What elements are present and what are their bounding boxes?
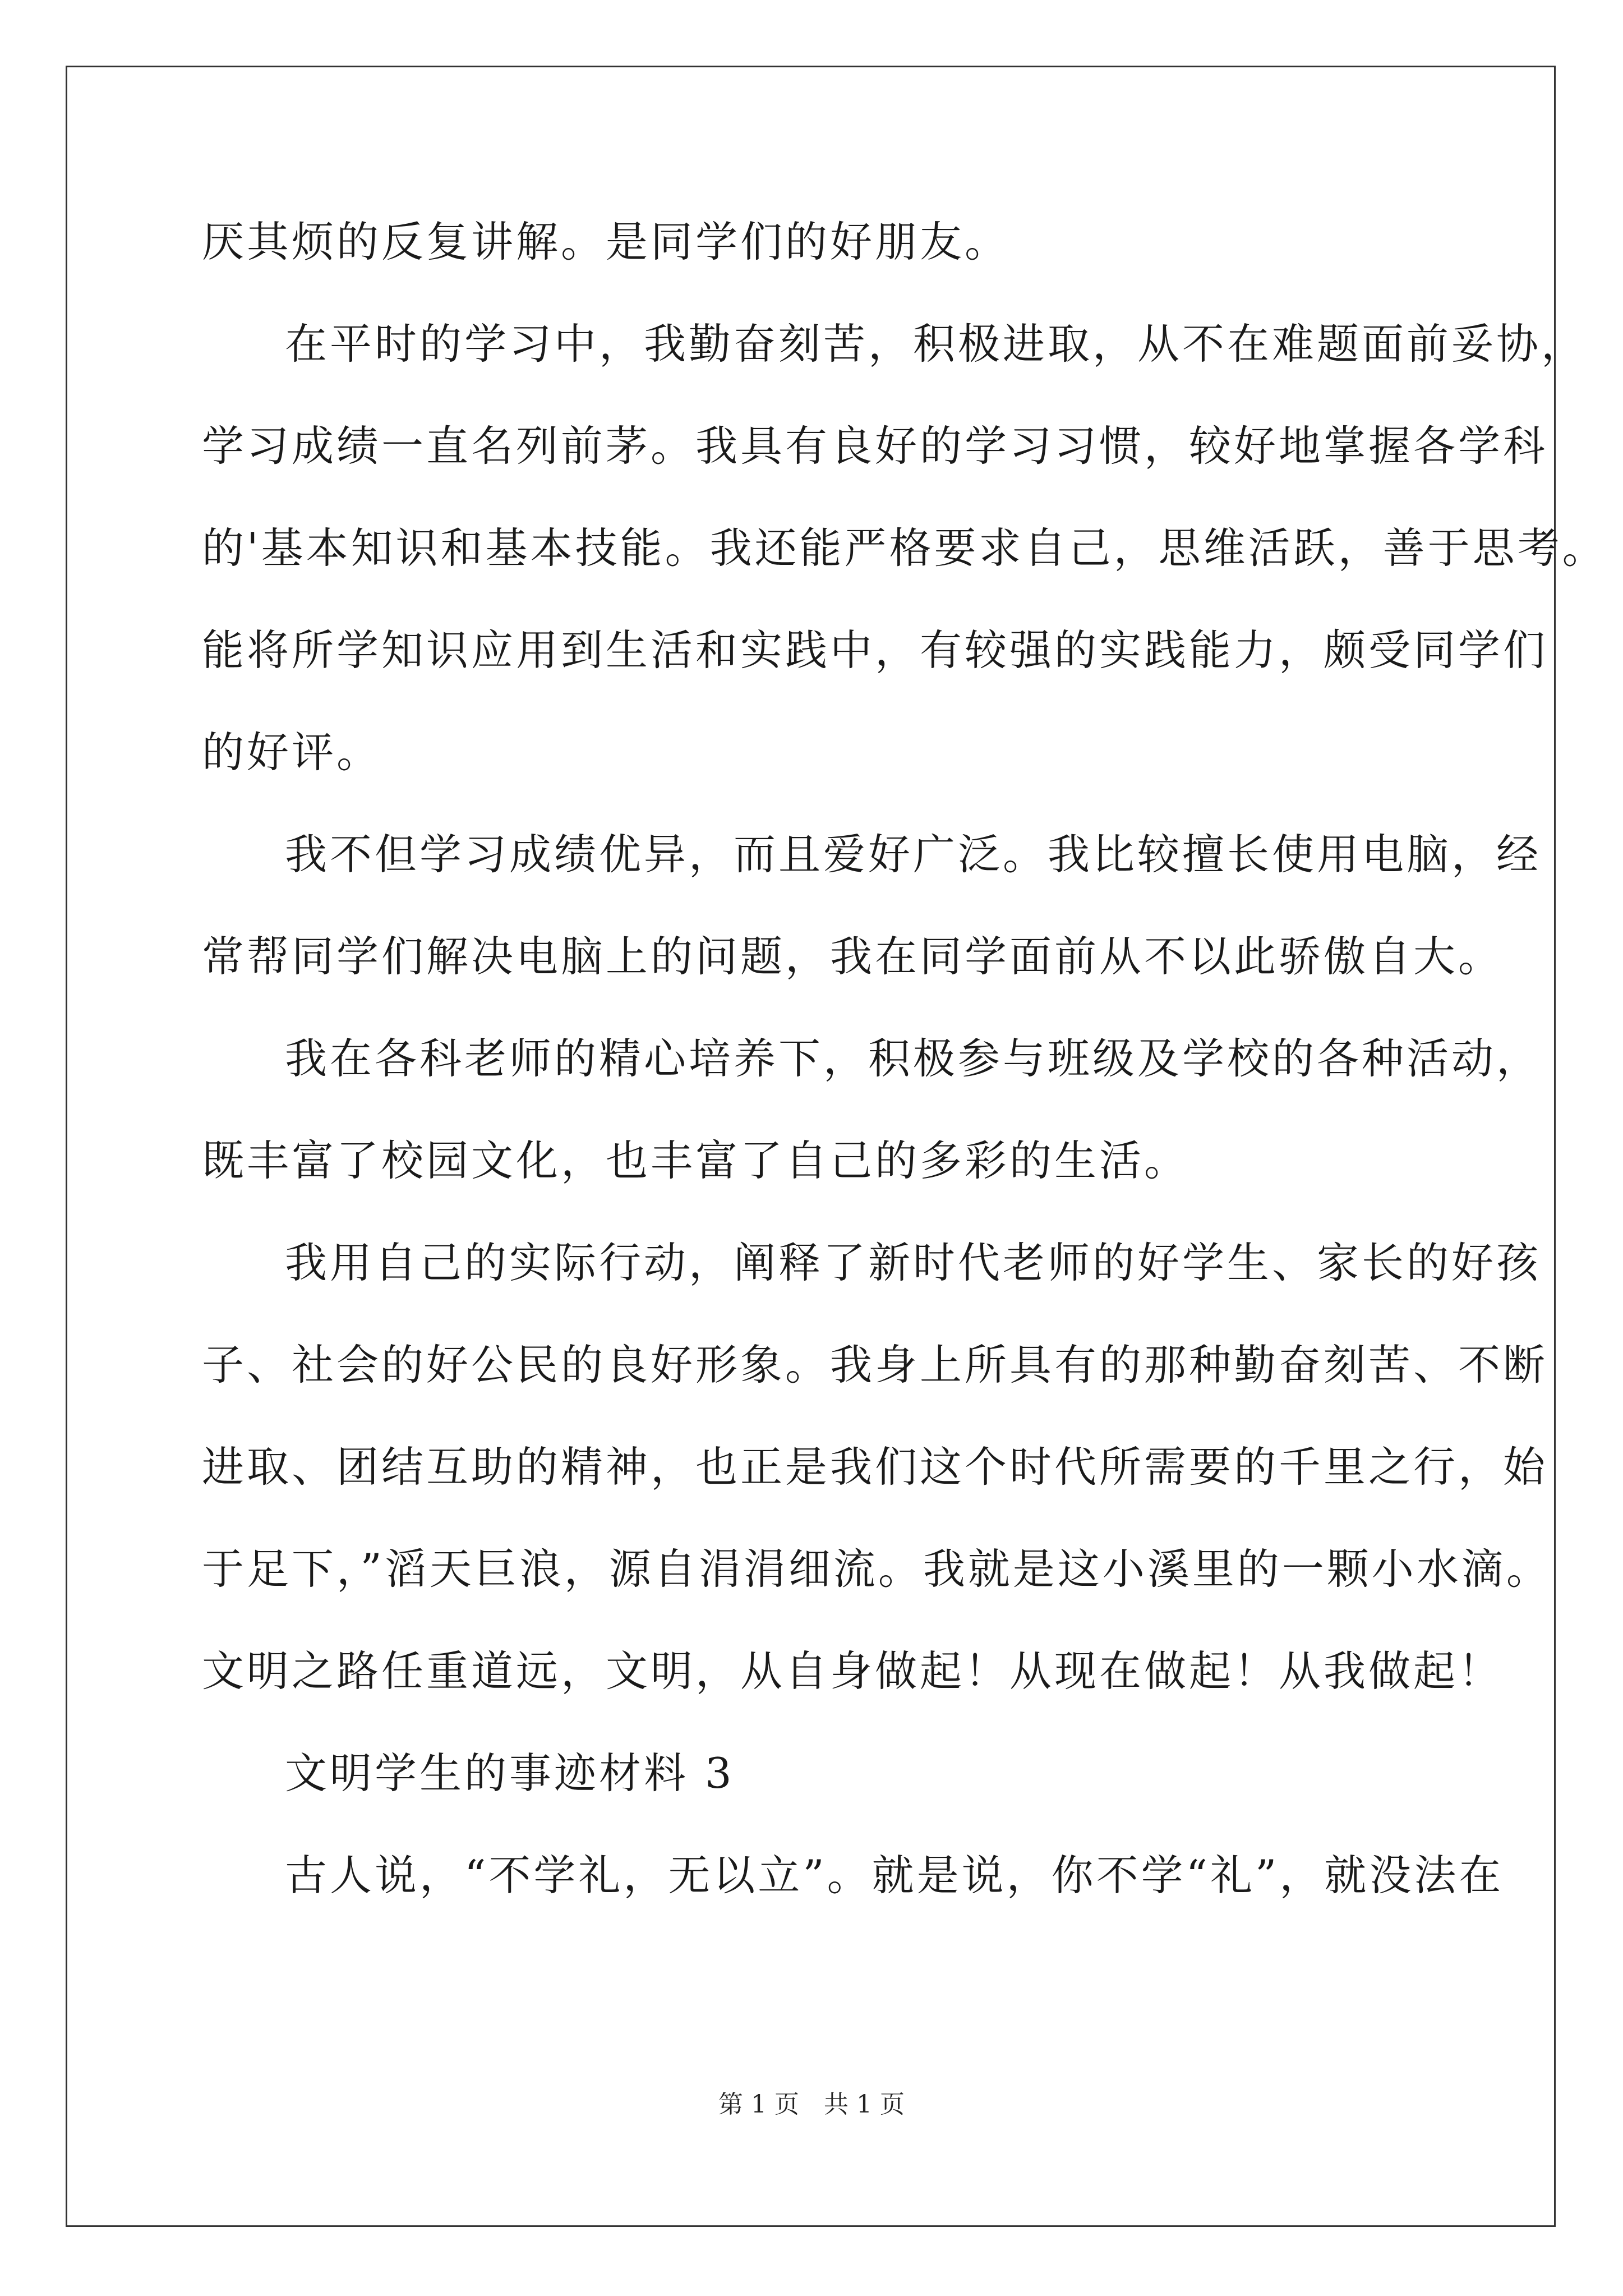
section-heading: 文明学生的事迹材料 3: [285, 1749, 735, 1798]
text-line: 常帮同学们解决电脑上的问题，我在同学面前从不以此骄傲自大。: [202, 932, 1504, 981]
text-line: 能将所学知识应用到生活和实践中，有较强的实践能力，颇受同学们: [202, 625, 1548, 675]
text-line: 既丰富了校园文化，也丰富了自己的多彩的生活。: [202, 1136, 1189, 1185]
text-line: 在平时的学习中，我勤奋刻苦，积极进取，从不在难题面前妥协，: [285, 319, 1587, 369]
text-line: 我用自己的实际行动，阐释了新时代老师的好学生、家长的好孩: [285, 1238, 1542, 1287]
page-total: 共 1 页: [824, 2090, 905, 2119]
page-number: 第 1 页: [718, 2090, 799, 2119]
text-line: 学习成绩一直名列前茅。我具有良好的学习习惯，较好地掌握各学科: [202, 421, 1548, 471]
text-line: 进取、团结互助的精神，也正是我们这个时代所需要的千里之行，始: [202, 1442, 1548, 1492]
text-line: 古人说，“不学礼，无以立”。就是说，你不学“礼”，就没法在: [285, 1851, 1504, 1900]
text-line: 的好评。: [202, 728, 382, 777]
text-line: 的'基本知识和基本技能。我还能严格要求自己，思维活跃，善于思考。: [202, 523, 1607, 573]
document-body: [202, 191, 1607, 1926]
page-footer: [0, 2084, 1623, 2120]
text-line: 我不但学习成绩优异，而且爱好广泛。我比较擅长使用电脑，经: [285, 830, 1542, 879]
text-line: 我在各科老师的精心培养下，积极参与班级及学校的各种活动，: [285, 1034, 1542, 1083]
text-line: 于足下，”滔天巨浪，源自涓涓细流。我就是这小溪里的一颗小水滴。: [202, 1544, 1551, 1594]
text-line: 子、社会的好公民的良好形象。我身上所具有的那种勤奋刻苦、不断: [202, 1340, 1548, 1389]
text-line: 厌其烦的反复讲解。是同学们的好朋友。: [202, 217, 1010, 266]
text-line: 文明之路任重道远，文明，从自身做起！从现在做起！从我做起！: [202, 1646, 1504, 1696]
